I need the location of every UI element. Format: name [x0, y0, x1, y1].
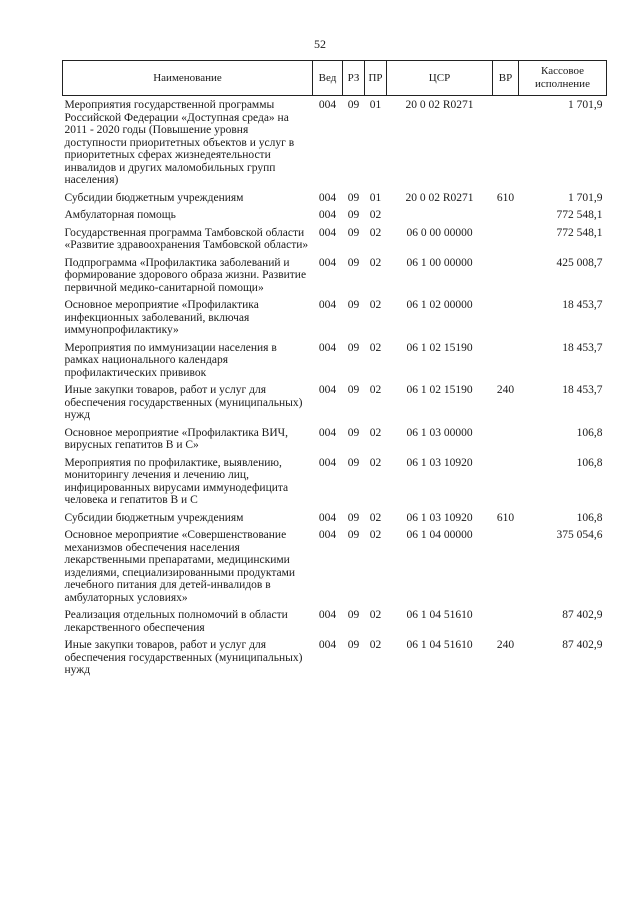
cell-csr: 06 1 03 10920 — [406, 456, 473, 469]
cell-vr: 240 — [496, 384, 515, 396]
cell-vr — [493, 96, 519, 192]
cell-rz: 09 — [347, 226, 360, 239]
cell-vr — [493, 342, 519, 385]
table-row — [63, 512, 607, 530]
cell-amount: 425 008,7 — [556, 256, 603, 269]
cell-pr: 02 — [369, 609, 382, 621]
cell-ved: 004 — [318, 341, 337, 354]
cell-amount: 772 548,1 — [556, 226, 603, 239]
cell-pr: 02 — [369, 209, 382, 221]
cell-pr: 02 — [369, 426, 382, 439]
cell-csr: 06 1 04 51610 — [406, 609, 473, 621]
cell-vr — [493, 457, 519, 512]
cell-amount: 18 453,7 — [562, 384, 603, 396]
cell-rz: 09 — [347, 191, 360, 204]
cell-rz: 09 — [347, 256, 360, 269]
cell-csr: 06 1 00 00000 — [406, 256, 473, 269]
table-body — [63, 96, 607, 682]
cell-pr: 02 — [369, 639, 382, 651]
cell-amount: 1 701,9 — [568, 191, 603, 204]
cell-name: Иные закупки товаров, работ и услуг для обеспечения государственных (муниципальных) нужд — [64, 384, 303, 421]
cell-vr: 240 — [496, 639, 515, 651]
cell-ved: 004 — [318, 511, 337, 524]
cell-pr: 02 — [369, 384, 382, 396]
cell-amount: 106,8 — [576, 456, 603, 469]
cell-rz: 09 — [347, 639, 360, 651]
cell-rz: 09 — [347, 609, 360, 621]
cell-rz: 09 — [347, 426, 360, 439]
cell-rz: 09 — [347, 384, 360, 396]
cell-name: Амбулаторная помощь — [64, 209, 176, 221]
cell-ved: 004 — [318, 639, 337, 651]
cell-csr: 20 0 02 R0271 — [405, 191, 474, 204]
cell-csr: 06 1 02 15190 — [406, 341, 473, 354]
cell-name: Мероприятия по иммунизации населения в рамках национального календаря профилактических прививок — [64, 341, 277, 379]
cell-name: Мероприятия по профилактике, выявлению, мониторингу лечения и лечению лиц, инфицированных вирусами иммунодефицита человека и гепатитов В и С — [64, 456, 289, 506]
cell-csr: 06 1 04 00000 — [406, 529, 473, 541]
cell-rz: 09 — [347, 529, 360, 541]
cell-csr: 06 1 03 00000 — [406, 426, 473, 439]
cell-rz: 09 — [347, 299, 360, 311]
budget-table — [62, 60, 607, 682]
cell-rz: 09 — [347, 456, 360, 469]
page-number: 52 — [314, 37, 326, 51]
table-row — [63, 209, 607, 227]
cell-amount: 1 701,9 — [568, 99, 603, 111]
cell-amount: 772 548,1 — [556, 209, 603, 221]
cell-ved: 004 — [318, 191, 337, 204]
cell-vr — [493, 529, 519, 609]
cell-name: Иные закупки товаров, работ и услуг для обеспечения государственных (муниципальных) нужд — [64, 639, 303, 676]
cell-ved: 004 — [318, 426, 337, 439]
cell-csr — [387, 209, 493, 227]
table-row — [63, 457, 607, 512]
cell-pr: 02 — [369, 256, 382, 269]
header-pr: ПР — [365, 61, 387, 96]
cell-ved: 004 — [318, 256, 337, 269]
cell-amount: 375 054,6 — [556, 529, 603, 541]
cell-ved: 004 — [318, 209, 337, 221]
cell-pr: 02 — [369, 341, 382, 354]
cell-name: Субсидии бюджетным учреждениям — [64, 191, 244, 204]
cell-name: Государственная программа Тамбовской области «Развитие здравоохранения Тамбовской области» — [64, 226, 309, 251]
cell-pr: 02 — [369, 226, 382, 239]
table-row — [63, 342, 607, 385]
table-row — [63, 192, 607, 210]
header-rz: РЗ — [343, 61, 365, 96]
cell-rz: 09 — [347, 341, 360, 354]
table-row — [63, 609, 607, 639]
cell-ved: 004 — [318, 529, 337, 541]
cell-csr: 06 1 02 15190 — [406, 384, 473, 396]
header-amount: Кассовое исполнение — [519, 61, 607, 96]
cell-vr — [493, 227, 519, 257]
table-row — [63, 257, 607, 300]
cell-ved: 004 — [318, 226, 337, 239]
cell-amount: 106,8 — [576, 426, 603, 439]
table-row — [63, 427, 607, 457]
cell-name: Мероприятия государственной программы Российской Федерации «Доступная среда» на 2011 - 2020 годы (Повышение уровня доступности приоритетных объектов и услуг в приоритетных сферах жизнедеятельности инвалидов и других маломобильных групп населения) — [64, 99, 295, 186]
cell-vr — [493, 299, 519, 342]
cell-name: Подпрограмма «Профилактика заболеваний и формирование здорового образа жизни. Развитие первичной медико-санитарной помощи» — [64, 256, 307, 294]
table-row — [63, 384, 607, 427]
cell-vr: 610 — [496, 191, 515, 204]
cell-pr: 01 — [369, 191, 382, 204]
table-row — [63, 227, 607, 257]
cell-ved: 004 — [318, 456, 337, 469]
cell-ved: 004 — [318, 99, 337, 111]
cell-csr: 06 1 02 00000 — [406, 299, 473, 311]
header-vr: ВР — [493, 61, 519, 96]
cell-name: Субсидии бюджетным учреждениям — [64, 511, 244, 524]
cell-vr — [493, 257, 519, 300]
table-row — [63, 299, 607, 342]
table-row — [63, 96, 607, 192]
cell-pr: 02 — [369, 456, 382, 469]
cell-rz: 09 — [347, 99, 360, 111]
cell-csr: 06 1 03 10920 — [406, 511, 473, 524]
cell-amount: 18 453,7 — [562, 299, 603, 311]
cell-pr: 02 — [369, 299, 382, 311]
cell-vr — [493, 209, 519, 227]
cell-rz: 09 — [347, 511, 360, 524]
cell-pr: 02 — [369, 529, 382, 541]
cell-vr — [493, 609, 519, 639]
cell-vr: 610 — [496, 511, 515, 524]
cell-name: Основное мероприятие «Профилактика ВИЧ, вирусных гепатитов В и С» — [64, 426, 288, 451]
cell-amount: 87 402,9 — [562, 609, 603, 621]
cell-rz: 09 — [347, 209, 360, 221]
table-row — [63, 639, 607, 682]
cell-pr: 01 — [369, 99, 382, 111]
header-name: Наименование — [63, 61, 313, 96]
table-header-row — [63, 61, 607, 96]
cell-ved: 004 — [318, 299, 337, 311]
cell-csr: 20 0 02 R0271 — [405, 99, 474, 111]
cell-ved: 004 — [318, 384, 337, 396]
table-row — [63, 529, 607, 609]
cell-name: Основное мероприятие «Профилактика инфекционных заболеваний, включая иммунопрофилактику» — [64, 299, 259, 336]
header-ved: Вед — [313, 61, 343, 96]
cell-ved: 004 — [318, 609, 337, 621]
cell-pr: 02 — [369, 511, 382, 524]
cell-vr — [493, 427, 519, 457]
cell-csr: 06 1 04 51610 — [406, 639, 473, 651]
cell-amount: 18 453,7 — [562, 341, 603, 354]
cell-amount: 87 402,9 — [562, 639, 603, 651]
cell-name: Основное мероприятие «Совершенствование механизмов обеспечения населения лекарственными препаратами, медицинскими изделиями, специализированными продуктами лечебного питания для детей-инвалидов в амбулаторных условиях» — [64, 529, 296, 604]
header-csr: ЦСР — [387, 61, 493, 96]
cell-name: Реализация отдельных полномочий в области лекарственного обеспечения — [64, 609, 288, 634]
cell-csr: 06 0 00 00000 — [406, 226, 473, 239]
cell-amount: 106,8 — [576, 511, 603, 524]
